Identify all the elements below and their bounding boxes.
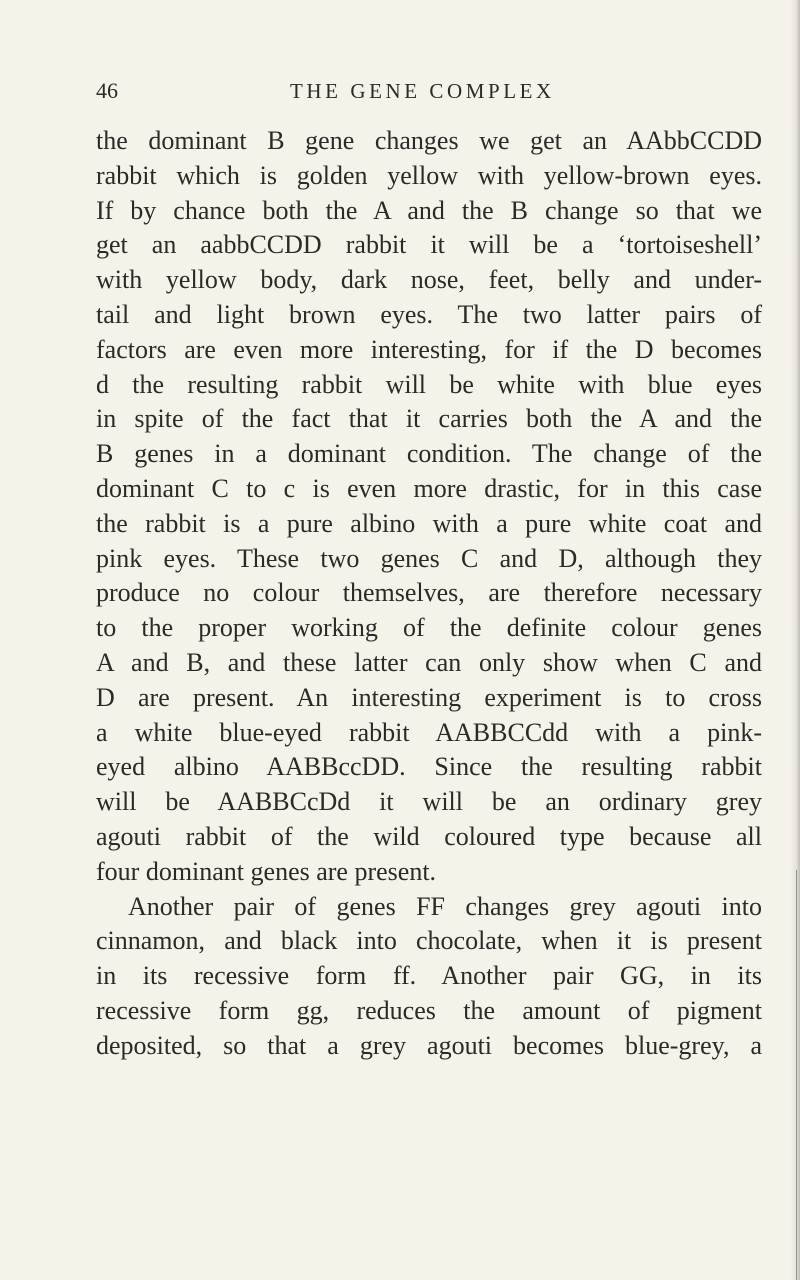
text-line: deposited, so that a grey agouti becomes blue-grey, a xyxy=(96,1030,762,1060)
text-line: will be AABBCcDd it will be an ordinary grey xyxy=(96,787,762,817)
page-edge-line xyxy=(796,870,797,1280)
text-line: the dominant B gene changes we get an AAbbCCDD xyxy=(96,126,762,155)
text-line: d the resulting rabbit will be white with blue eyes xyxy=(96,369,762,399)
text-line: D are present. An interesting experiment is to cross xyxy=(96,682,762,712)
text-line: get an aabbCCDD rabbit it will be a ‘tortoiseshell’ xyxy=(96,230,762,260)
text-line: dominant C to c is even more drastic, for in this case xyxy=(96,473,762,503)
text-line: A and B, and these latter can only show when C and xyxy=(96,647,762,677)
page-header xyxy=(96,76,756,106)
page-edge-shadow xyxy=(790,0,800,1280)
text-line: to the proper working of the definite colour genes xyxy=(96,613,762,643)
body-text xyxy=(96,124,762,1064)
text-line: with yellow body, dark nose, feet, belly and under- xyxy=(96,265,762,295)
text-line: produce no colour themselves, are therefore necessary xyxy=(96,578,762,608)
text-line: eyed albino AABBccDD. Since the resulting rabbit xyxy=(96,752,762,782)
text-line: factors are even more interesting, for if the D becomes xyxy=(96,334,762,364)
text-line: recessive form gg, reduces the amount of pigment xyxy=(96,995,762,1025)
page-number: 46 xyxy=(96,78,118,103)
text-line: tail and light brown eyes. The two latter pairs of xyxy=(96,299,762,329)
text-line: Another pair of genes FF changes grey agouti into xyxy=(128,891,762,921)
text-line: rabbit which is golden yellow with yellow-brown eyes. xyxy=(96,160,762,190)
text-line: the rabbit is a pure albino with a pure white coat and xyxy=(96,508,762,538)
text-line: a white blue-eyed rabbit AABBCCdd with a pink- xyxy=(96,717,762,747)
text-line: four dominant genes are present. xyxy=(96,856,437,886)
text-line: pink eyes. These two genes C and D, although they xyxy=(96,543,762,573)
text-line: agouti rabbit of the wild coloured type because all xyxy=(96,821,762,851)
text-line: in its recessive form ff. Another pair GG, in its xyxy=(96,961,762,991)
text-line: If by chance both the A and the B change so that we xyxy=(96,195,762,225)
text-line: in spite of the fact that it carries both the A and the xyxy=(96,404,762,434)
text-line: cinnamon, and black into chocolate, when it is present xyxy=(96,926,762,956)
running-title: THE GENE COMPLEX xyxy=(290,79,555,103)
text-line: B genes in a dominant condition. The change of the xyxy=(96,439,762,469)
